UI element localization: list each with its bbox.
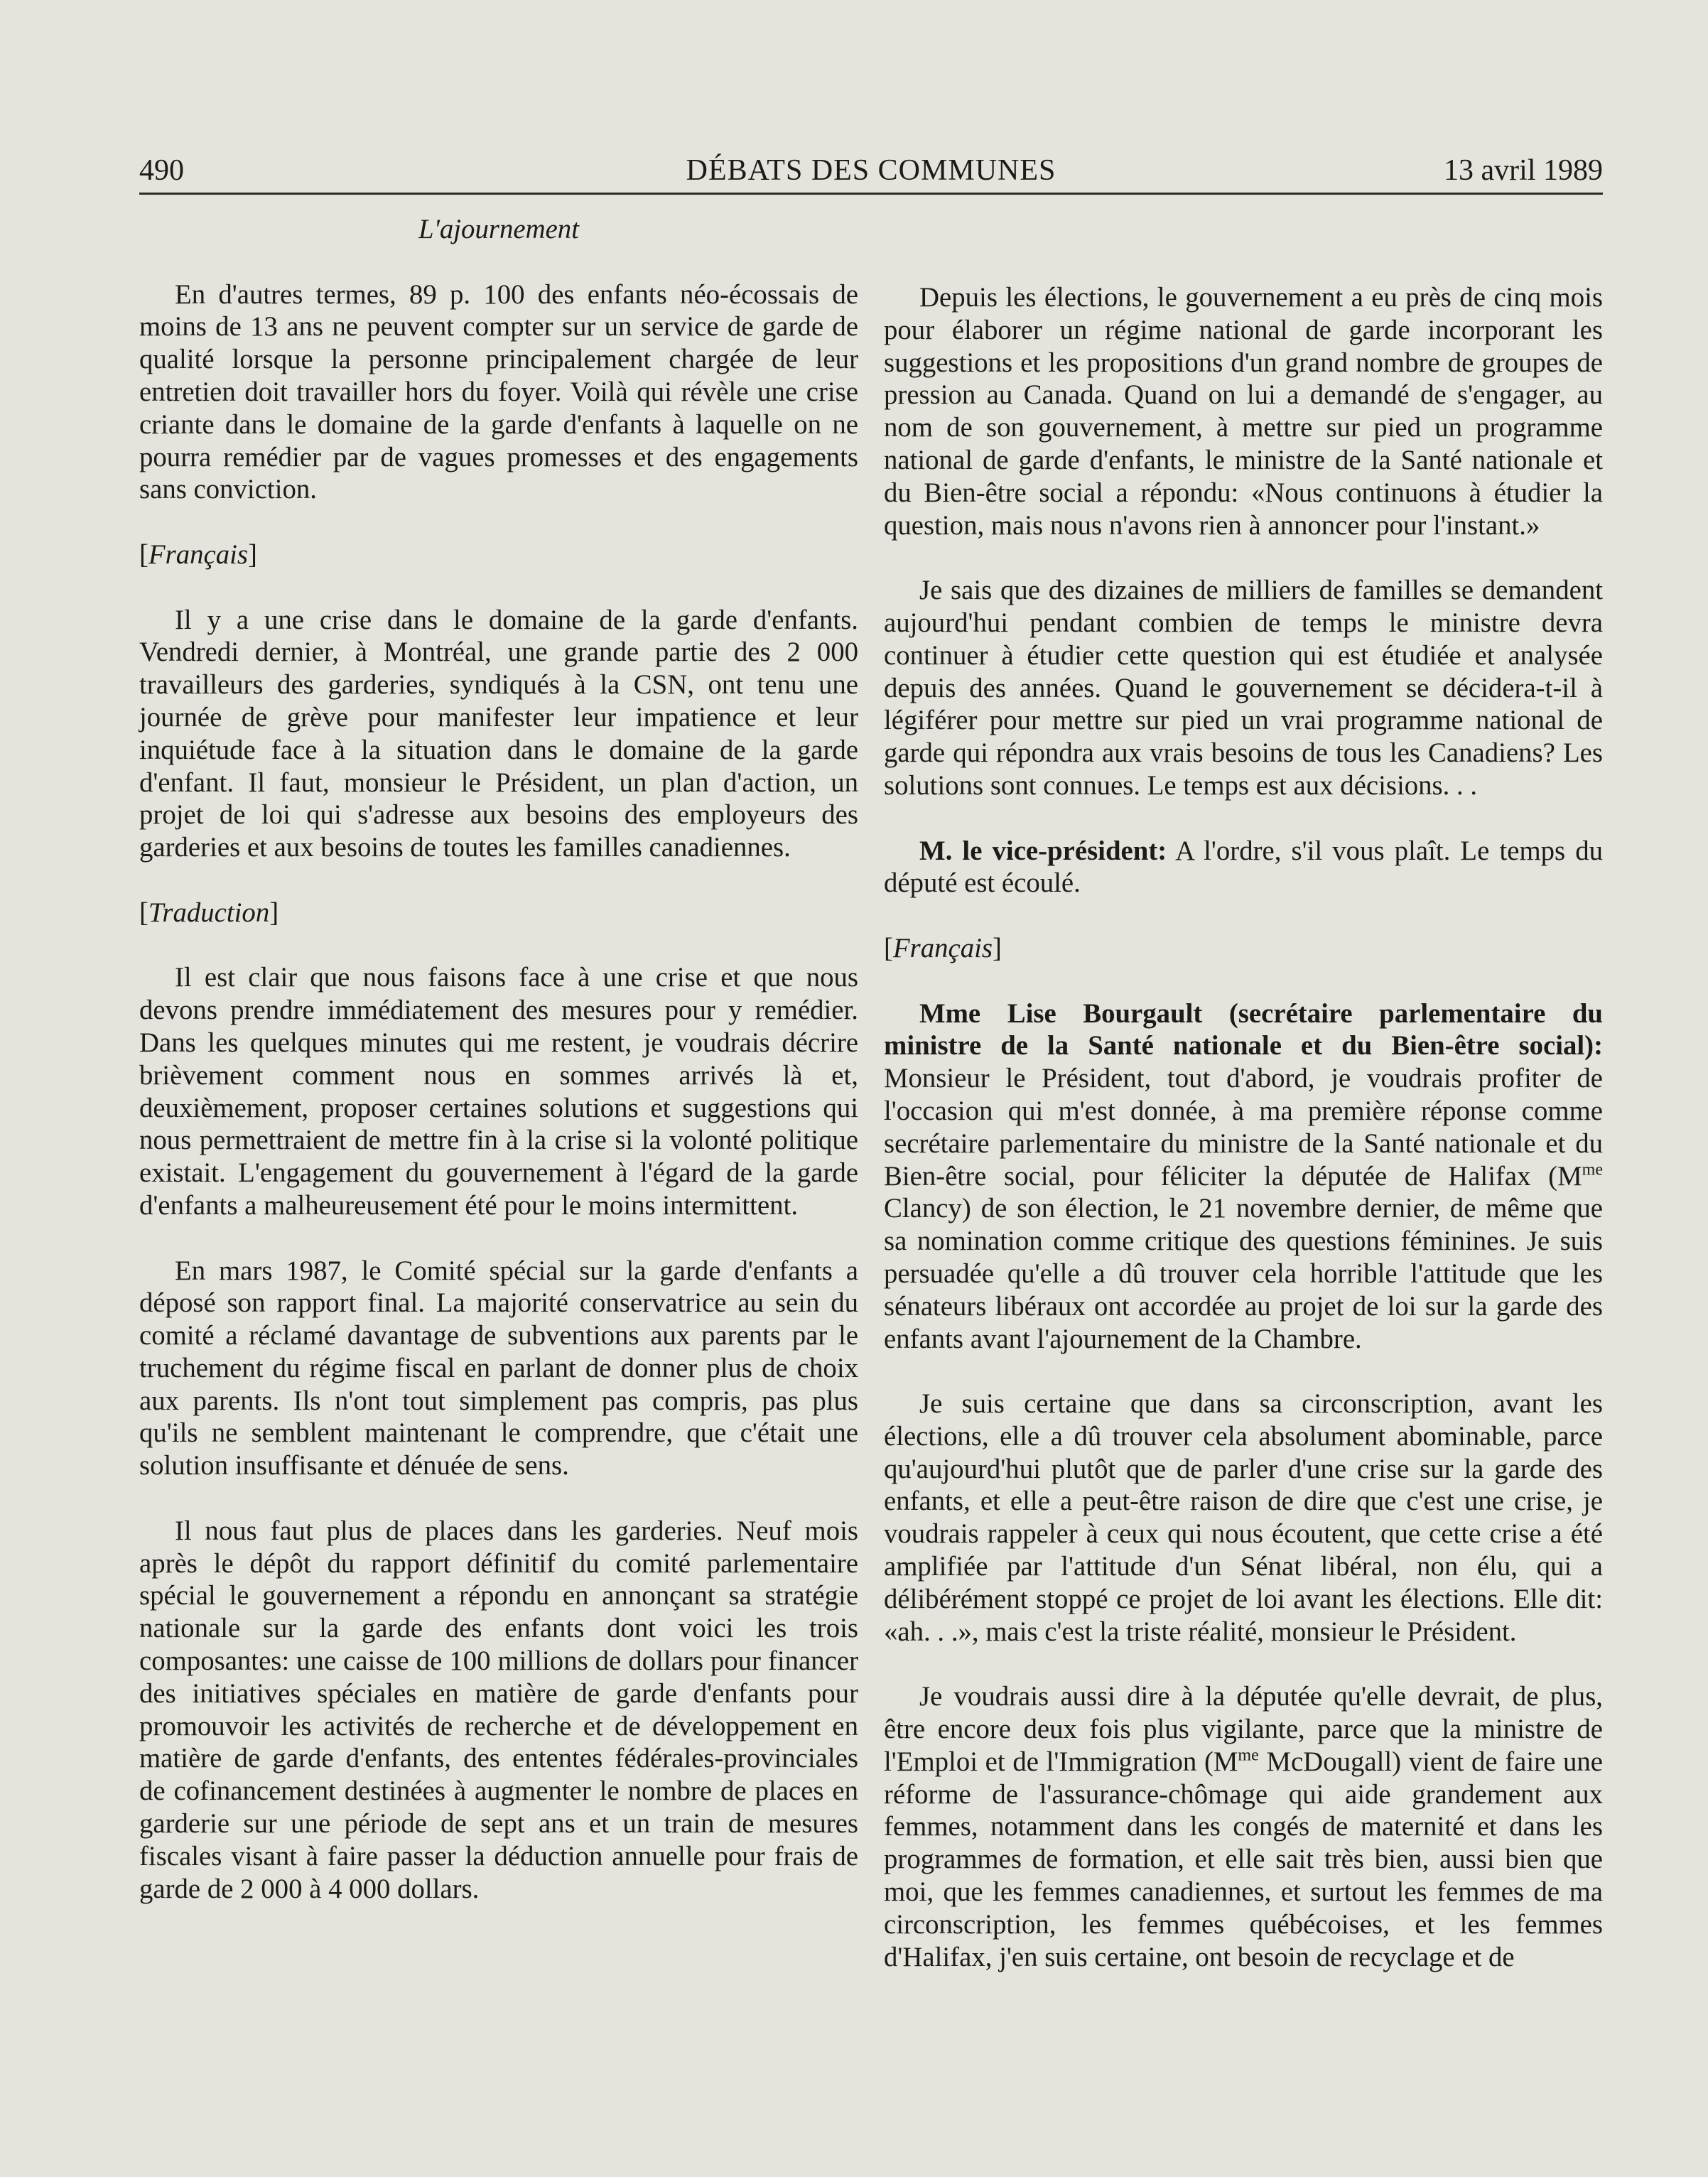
speaker-name: Mme Lise Bourgault (secrétaire parlementaire du ministre de la Santé nationale et du Bien-être social): (884, 998, 1603, 1062)
superscript: me (1238, 1746, 1259, 1765)
superscript: me (1582, 1160, 1603, 1179)
language-marker: [Français] (884, 932, 1002, 963)
speaker-name: M. le vice-président: (919, 835, 1167, 866)
language-label: Français (892, 932, 993, 963)
language-marker: [Français] (139, 539, 257, 570)
section-title: L'ajournement (418, 214, 579, 244)
paragraph: Je suis certaine que dans sa circonscription, avant les élections, elle a dû trouver cela absolument abominable, parce qu'aujourd'hui plutôt que de parler d'une crise sur la garde des enfants, et elle a peut-être raison de dire que c'est une crise, je voudrais rappeler à ceux qui nous écoutent, que cette crise a été amplifiée par l'attitude d'un Sénat libéral, non élu, qui a délibérément stoppé ce projet de loi avant les élections. Elle dit: «ah. . .», mais c'est la triste réalité, monsieur le Président. (884, 1388, 1603, 1647)
language-marker: [Traduction] (139, 897, 279, 928)
speech-text: Clancy) de son élection, le 21 novembre dernier, de même que sa nomination comme critique des questions féminines. Je suis persuadée qu'elle a dû trouver cela horrible l'attitude que les sénateurs libéraux ont accordée au projet de loi sur la garde des enfants avant l'ajournement de la Chambre. (884, 1193, 1603, 1354)
left-column (139, 213, 858, 1905)
language-label: Traduction (148, 897, 270, 928)
paragraph: Il y a une crise dans le domaine de la garde d'enfants. Vendredi dernier, à Montréal, une grande partie des 2 000 travailleurs des garderies, syndiqués à la CSN, ont tenu une journée de grève pour manifester leur impatience et leur inquiétude face à la situation dans le domaine de la garde d'enfant. Il faut, monsieur le Président, un plan d'action, un projet de loi qui s'adresse aux besoins des employeurs des garderies et aux besoins de toutes les familles canadiennes. (139, 604, 858, 863)
right-column (884, 281, 1603, 1973)
paragraph: Depuis les élections, le gouvernement a eu près de cinq mois pour élaborer un régime national de garde incorporant les suggestions et les propositions d'un grand nombre de groupes de pression au Canada. Quand on lui a demandé de s'engager, au nom de son gouvernement, à mettre sur pied un programme national de garde d'enfants, le ministre de la Santé nationale et du Bien-être social a répondu: «Nous continuons à étudier la question, mais nous n'avons rien à annoncer pour l'instant.» (884, 282, 1603, 541)
paragraph: En d'autres termes, 89 p. 100 des enfants néo-écossais de moins de 13 ans ne peuvent compter sur un service de garde de qualité lorsque la personne principalement chargée de leur entretien doit travailler hors du foyer. Voilà qui révèle une crise criante dans le domaine de la garde d'enfants à laquelle on ne pourra remédier par de vagues promesses et des engagements sans conviction. (139, 279, 858, 505)
speech-text: Monsieur le Président, tout d'abord, je voudrais profiter de l'occasion qui m'est donnée, à ma première réponse comme secrétaire parlementaire du ministre de la Santé nationale et du Bien-être social, pour féliciter la députée de Halifax (M (884, 1063, 1603, 1192)
paragraph: En mars 1987, le Comité spécial sur la garde d'enfants a déposé son rapport final. La majorité conservatrice au sein du comité a réclamé davantage de subventions aux parents par le truchement du régime fiscal en parlant de donner plus de choix aux parents. Ils n'ont tout simplement pas compris, pas plus qu'ils ne semblent maintenant le comprendre, que c'était une solution insuffisante et dénuée de sens. (139, 1255, 858, 1481)
header-date: 13 avril 1989 (1444, 154, 1603, 187)
speech-text: McDougall) vient de faire une réforme de l'assurance-chômage qui aide grandement aux femmes, notamment dans les congés de maternité et dans les programmes de formation, et elle sait très bien, aussi bien que moi, que les femmes canadiennes, et surtout les femmes de ma circonscription, les femmes québécoises, et les femmes d'Halifax, j'en suis certaine, ont besoin de recyclage et de (884, 1746, 1603, 1972)
page-number: 490 (139, 154, 184, 187)
speech-text: Je voudrais aussi dire à la députée qu'elle devrait, de plus, être encore deux fois plus vigilante, parce que la ministre de l'Emploi et de l'Immigration (M (884, 1681, 1603, 1777)
speech-text: A l'ordre, s'il vous plaît. Le temps du député est écoulé. (884, 835, 1604, 899)
paragraph: Je sais que des dizaines de milliers de familles se demandent aujourd'hui pendant combien de temps le ministre devra continuer à étudier cette question qui est étudiée et analysée depuis des années. Quand le gouvernement se décidera-t-il à légiférer pour mettre sur pied un vrai programme national de garde qui répondra aux vrais besoins de tous les Canadiens? Les solutions sont connues. Le temps est aux décisions. . . (884, 575, 1603, 801)
speaker-paragraph (884, 998, 1603, 1356)
speaker-paragraph (884, 835, 1603, 900)
paragraph: Il nous faut plus de places dans les garderies. Neuf mois après le dépôt du rapport définitif du comité parlementaire spécial le gouvernement a répondu en annonçant sa stratégie nationale sur la garde des enfants dont voici les trois composantes: une caisse de 100 millions de dollars pour financer des initiatives spéciales en matière de garde d'enfants pour promouvoir les activités de recherche et de développement en matière de garde d'enfants, des ententes fédérales-provinciales de cofinancement destinées à augmenter le nombre de places en garderie sur une période de sept ans et un train de mesures fiscales visant à faire passer la déduction annuelle pour frais de garde de 2 000 à 4 000 dollars. (139, 1515, 858, 1904)
paragraph (884, 1680, 1603, 1973)
language-label: Français (148, 539, 249, 570)
page-header (139, 146, 1603, 195)
paragraph: Il est clair que nous faisons face à une crise et que nous devons prendre immédiatement des mesures pour y remédier. Dans les quelques minutes qui me restent, je voudrais décrire brièvement comment nous en sommes arrivés là et, deuxièmement, proposer certaines solutions et suggestions qui nous permettraient de mettre fin à la crise si la volonté politique existait. L'engagement du gouvernement à l'égard de la garde d'enfants a malheureusement été pour le moins intermittent. (139, 962, 858, 1221)
publication-title: DÉBATS DES COMMUNES (686, 154, 1056, 187)
